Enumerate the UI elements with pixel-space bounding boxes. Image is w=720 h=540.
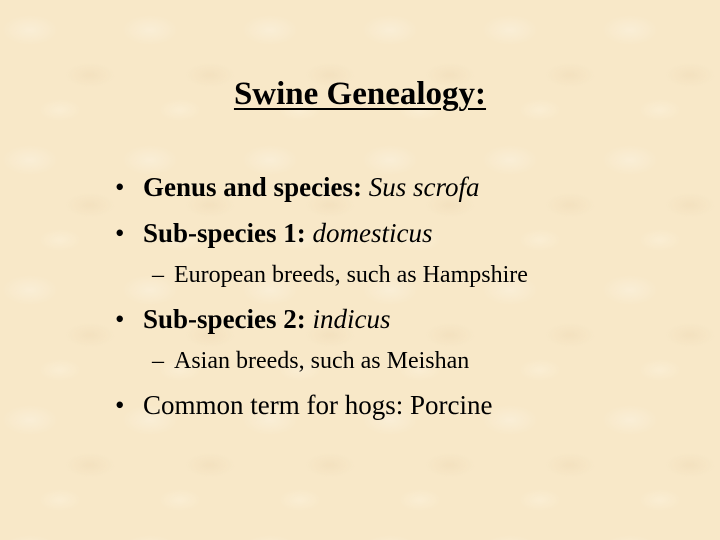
bullet-marker: • [115, 304, 125, 334]
bullet-label: Genus and species: [143, 172, 363, 202]
bullet-subspecies-2 [115, 303, 391, 335]
slide-title [0, 74, 720, 114]
bullet-subspecies-1 [115, 217, 433, 249]
bullet-text: Common term for hogs: Porcine [143, 390, 493, 420]
sub-bullet-text: Asian breeds, such as Meishan [174, 348, 470, 374]
bullet-marker: • [115, 390, 125, 420]
bullet-marker: • [115, 218, 125, 248]
slide-title-text: Swine Genealogy: [233, 76, 487, 112]
dash-marker: – [152, 262, 164, 288]
bullet-label: Sub-species 1: [143, 218, 306, 248]
bullet-genus-species [115, 171, 480, 203]
sub-bullet-asian-breeds [152, 347, 469, 375]
bullet-marker: • [115, 172, 125, 202]
bullet-label: Sub-species 2: [143, 304, 306, 334]
sub-bullet-text: European breeds, such as Hampshire [174, 262, 528, 288]
bullet-value: domesticus [312, 218, 433, 248]
bullet-value: indicus [312, 304, 391, 334]
dash-marker: – [152, 348, 164, 374]
bullet-common-term [115, 389, 492, 421]
bullet-value: Sus scrofa [368, 172, 480, 202]
sub-bullet-european-breeds [152, 261, 528, 289]
